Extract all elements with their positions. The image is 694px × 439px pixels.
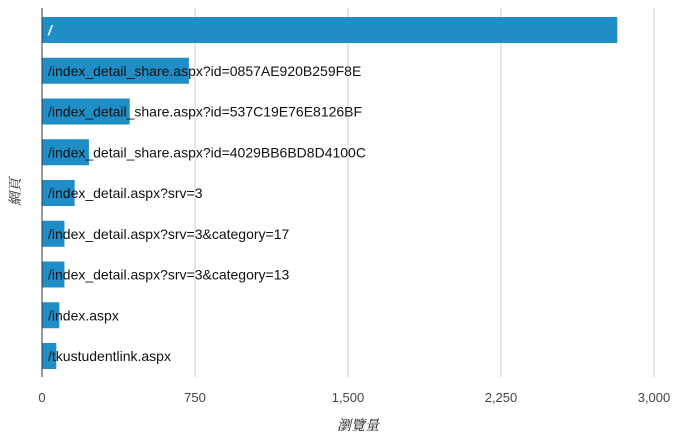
bar-category-label: /index_detail_share.aspx?id=0857AE920B259F8E	[48, 62, 362, 79]
bars	[42, 17, 617, 369]
y-axis-title: 網頁	[8, 178, 24, 206]
x-tick-label: 2,250	[484, 390, 518, 405]
x-axis-title: 瀏覽量	[337, 418, 379, 434]
bar-category-label: /index_detail.aspx?srv=3&category=17	[48, 225, 290, 242]
bar-category-label: /index_detail.aspx?srv=3	[48, 185, 203, 201]
bar-category-label: /	[48, 22, 52, 38]
bar-category-label: /tkustudentlink.aspx	[48, 348, 171, 364]
x-tick-label: 0	[38, 390, 46, 405]
x-tick-label: 3,000	[637, 390, 671, 405]
bar-category-label: /index_detail_share.aspx?id=4029BB6BD8D4100C	[48, 144, 366, 161]
bar-category-label: /index_detail_share.aspx?id=537C19E76E8126BF	[48, 103, 363, 120]
x-axis-ticks	[38, 390, 670, 405]
x-tick-label: 1,500	[331, 390, 365, 405]
bar[interactable]	[42, 17, 617, 43]
bar-category-label: /index_detail.aspx?srv=3&category=13	[48, 266, 290, 283]
bar-category-label: /index.aspx	[48, 307, 119, 324]
x-tick-label: 750	[184, 390, 206, 405]
